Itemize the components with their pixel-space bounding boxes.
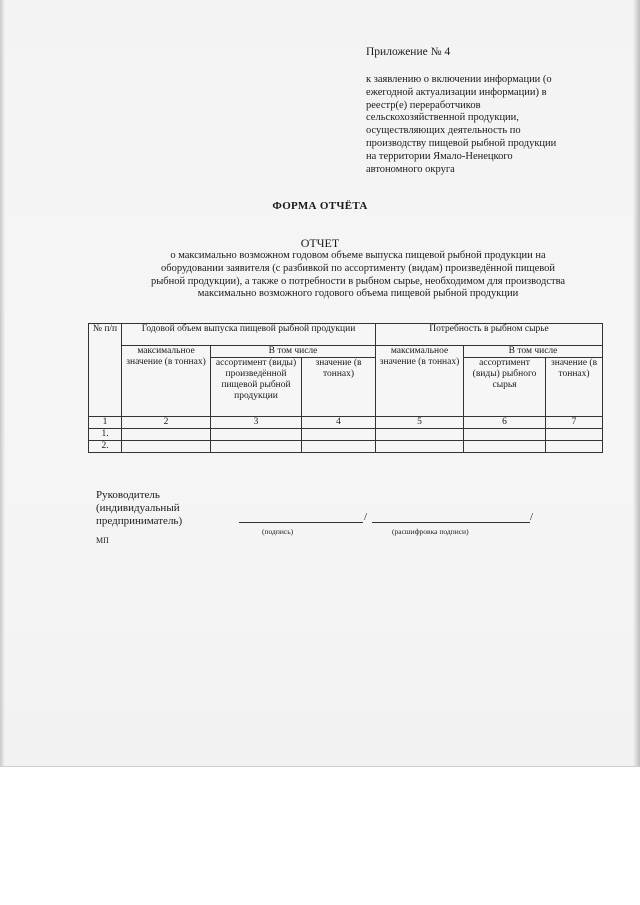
header-max-value: максимальное значение (в тоннах): [122, 346, 211, 417]
report-line: о максимально возможном годовом объеме выпуска пищевой рыбной продукции на: [170, 250, 546, 261]
header-row-number: № п/п: [89, 324, 122, 417]
signature-caption: (подпись): [262, 527, 294, 536]
appendix-line: ежегодной актуализации информации) в: [366, 86, 547, 98]
report-line: оборудовании заявителя (с разбивкой по ассортименту (видам) произведённой пищевой: [161, 262, 555, 274]
table-cell: [546, 429, 603, 441]
appendix-line: к заявлению о включении информации (о: [366, 74, 552, 85]
table-cell: [376, 429, 464, 441]
table-cell: [211, 441, 302, 453]
signature-decode-caption: (расшифровка подписи): [392, 527, 469, 536]
column-number: 5: [376, 417, 464, 429]
signature-decode-line: [372, 522, 530, 523]
appendix-line: сельскохозяйственной продукции,: [366, 112, 519, 124]
column-number: 7: [546, 417, 603, 429]
report-line: рыбной продукции), а также о потребности в рыбном сырье, необходимом для производства: [150, 275, 566, 287]
table-row: [89, 441, 603, 453]
table-cell: [376, 441, 464, 453]
table-cell: [302, 429, 376, 441]
appendix-line: на территории Ямало-Ненецкого: [366, 150, 513, 162]
appendix-title: Приложение № 4: [366, 46, 451, 58]
row-number: 2.: [89, 441, 122, 453]
table-cell: [302, 441, 376, 453]
table-cell: [211, 429, 302, 441]
row-number: 1.: [89, 429, 122, 441]
header-raw-assortment: ассортимент (виды) рыбного сырья: [464, 358, 546, 417]
appendix-line: реестр(е) переработчиков: [366, 99, 481, 111]
report-line: максимально возможного годового объема пищевой рыбной продукции: [197, 288, 519, 300]
report-heading: ОТЧЕТ: [300, 236, 340, 250]
report-description: [108, 250, 608, 301]
signer-label-line: предприниматель): [96, 515, 183, 527]
table-cell: [546, 441, 603, 453]
header-including: В том числе: [211, 346, 376, 358]
table-column-numbers: [89, 417, 603, 429]
header-annual-output: Годовой объем выпуска пищевой рыбной продукции: [122, 324, 376, 346]
report-table: [88, 323, 603, 453]
appendix-line: осуществляющих деятельность по: [366, 125, 521, 137]
appendix-text: [366, 74, 606, 176]
table-cell: [122, 429, 211, 441]
page-shadow-left: [0, 0, 5, 766]
column-number: 1: [89, 417, 122, 429]
column-number: 6: [464, 417, 546, 429]
table-header-row: [89, 346, 603, 358]
header-raw-value: значение (в тоннах): [546, 358, 603, 417]
header-product-assortment: ассортимент (виды) произведённой пищевой рыбной продукции: [211, 358, 302, 417]
appendix-line: производству пищевой рыбной продукции: [366, 137, 557, 149]
signature-end-slash: /: [530, 511, 534, 523]
header-product-value: значение (в тоннах): [302, 358, 376, 417]
column-number: 2: [122, 417, 211, 429]
form-title: ФОРМА ОТЧЁТА: [272, 200, 368, 212]
table-cell: [122, 441, 211, 453]
table-cell: [464, 441, 546, 453]
seal-place-label: МП: [96, 536, 109, 545]
header-max-value-raw: максимальное значение (в тоннах): [376, 346, 464, 417]
header-raw-need: Потребность в рыбном сырье: [376, 324, 603, 346]
page-shadow-right: [633, 0, 640, 766]
column-number: 3: [211, 417, 302, 429]
appendix-line: автономного округа: [366, 163, 455, 175]
signer-label-line: (индивидуальный: [96, 502, 180, 514]
header-including-raw: В том числе: [464, 346, 603, 358]
table-header-row: [89, 324, 603, 346]
table-row: [89, 429, 603, 441]
table-cell: [464, 429, 546, 441]
signature-separator: /: [364, 511, 368, 523]
signature-line: [239, 522, 363, 523]
column-number: 4: [302, 417, 376, 429]
signer-label: [96, 489, 182, 528]
signer-label-line: Руководитель: [96, 489, 160, 501]
